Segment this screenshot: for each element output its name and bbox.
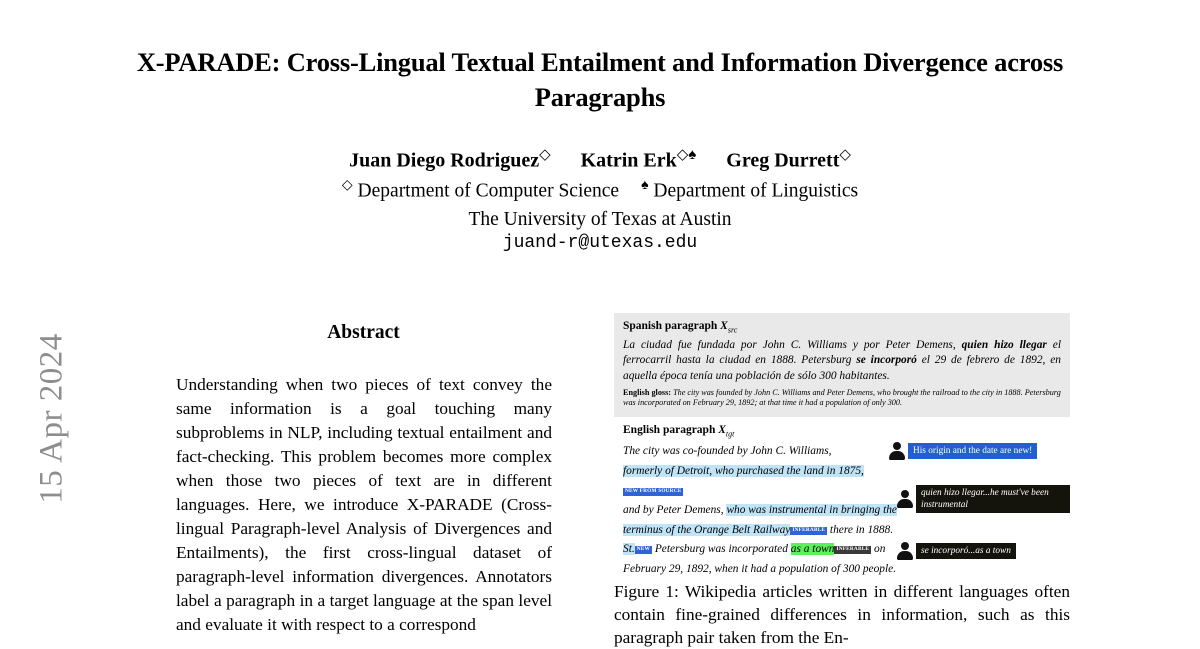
span-tag-new-from-source: NEW FROM SOURCE [625, 487, 682, 494]
span-plain: there in 1888. [827, 523, 894, 536]
spanish-text-part: el ferrocarril hasta la ciudad en 1888. Petersburg [623, 339, 1061, 367]
spanish-paragraph-panel [614, 313, 1070, 417]
affiliation-mark: ♠ [641, 178, 649, 193]
annotator-avatar-icon [896, 489, 914, 509]
affiliation-mark: ◇ [341, 178, 353, 193]
annotation-bubble: His origin and the date are new! [908, 443, 1037, 459]
english-panel-label [614, 424, 1061, 438]
spanish-text-part: La ciudad fue fundada por John C. Williams y por Peter Demens, [623, 339, 962, 352]
affiliation-line [130, 176, 1070, 206]
english-gloss-label: English gloss: [623, 387, 672, 397]
span-inferable-green[interactable] [791, 543, 835, 555]
span-text: formerly of Detroit, who purchased the land in 1875, [623, 464, 864, 477]
annotation-bubble: se incorporó...as a town [916, 543, 1016, 559]
spanish-panel-variable-sub: src [727, 325, 738, 335]
english-panel-title: English paragraph [623, 424, 716, 437]
span-tag-inferable-2: INFERABLE [836, 546, 870, 553]
affiliation-block [130, 176, 1070, 234]
annotation-2 [896, 485, 1070, 513]
spanish-paragraph-text [623, 338, 1061, 383]
span-plain: The city was co-founded by John C. Williams, [623, 445, 832, 458]
span-plain: and by Peter Demens, [623, 504, 727, 517]
english-paragraph-panel [614, 417, 1070, 584]
author-name: Juan Diego Rodriguez [349, 149, 540, 172]
institution-name: The University of Texas at Austin [468, 208, 732, 230]
arxiv-date-stamp: 15 Apr 2024 [33, 333, 70, 504]
annotator-avatar-icon [888, 441, 906, 461]
affiliation-name: Department of Linguistics [653, 180, 859, 202]
annotation-1 [888, 441, 1037, 461]
span-new[interactable] [623, 543, 635, 555]
figure-image [614, 313, 1070, 584]
span-text: St. [623, 543, 635, 556]
abstract-text [176, 373, 552, 636]
span-new-from-source[interactable] [623, 465, 864, 477]
figure-caption: Figure 1: Wikipedia articles written in different languages often contain fine-grained differences in information, such as this paragraph pair taken from the En- [614, 582, 1070, 647]
author-list [130, 145, 1070, 173]
english-gloss [623, 388, 1061, 409]
span-text: who was instrumental in bringing the terminus of the Orange Belt Railway [623, 504, 897, 536]
figure-1 [614, 313, 1070, 584]
author-affiliation-mark: ◇ [839, 147, 851, 163]
spanish-text-part: el 29 de febrero de 1892, en aquella época tenía una población de sólo 300 habitantes. [623, 354, 1061, 382]
span-plain: Petersburg was incorporated [651, 543, 791, 556]
span-plain: on February 29, 1892, when it had a population of 300 people. [623, 543, 897, 576]
abstract-paragraph: Understanding when two pieces of text convey the same information is a goal touching many subproblems in NLP, including textual entailment and fact-checking. This problem becomes more complex when those two pieces of text are in different languages. Here, we introduce X-PARADE (Cross-lingual Paragraph-level Analysis of Divergences and Entailments), the first cross-lingual dataset of paragraph-level information divergences. Annotators label a paragraph in a target language at the span level and evaluate it with respect to a correspond [176, 375, 552, 634]
annotator-avatar-icon [896, 541, 914, 561]
author-affiliation-mark: ◇ [539, 147, 551, 163]
annotation-3 [896, 541, 1016, 561]
spanish-panel-variable: X [720, 320, 728, 332]
annotation-bubble: quien hizo llegar...he must've been instrumental [916, 485, 1070, 513]
author-affiliation-mark: ◇♠ [676, 147, 697, 163]
spanish-panel-label [623, 320, 1061, 334]
span-tag-new: NEW [636, 546, 650, 553]
author-name: Greg Durrett [726, 149, 840, 172]
page-title: X-PARADE: Cross-Lingual Textual Entailment and Information Divergence across Paragraphs [136, 47, 1064, 113]
english-gloss-text: The city was founded by John C. Williams and Peter Demens, who brought the railroad to the city in 1888. Petersburg was incorporated on February 29, 1892; at that time it had a population of only 300. [623, 387, 1061, 408]
spanish-text-bold: quien hizo llegar [961, 339, 1047, 352]
english-paragraph-text [614, 442, 905, 579]
english-panel-variable-sub: tgt [725, 429, 735, 439]
affiliation-name: Department of Computer Science [357, 180, 620, 202]
span-text: as a town [790, 543, 835, 556]
contact-email[interactable]: juand-r@utexas.edu [502, 233, 698, 253]
spanish-text-bold: se incorporó [856, 354, 917, 367]
span-tag-inferable: INFERABLE [792, 526, 826, 533]
spanish-panel-title: Spanish paragraph [623, 320, 718, 332]
author-name: Katrin Erk [580, 149, 677, 172]
english-panel-variable: X [718, 424, 726, 437]
abstract-heading: Abstract [327, 322, 400, 343]
